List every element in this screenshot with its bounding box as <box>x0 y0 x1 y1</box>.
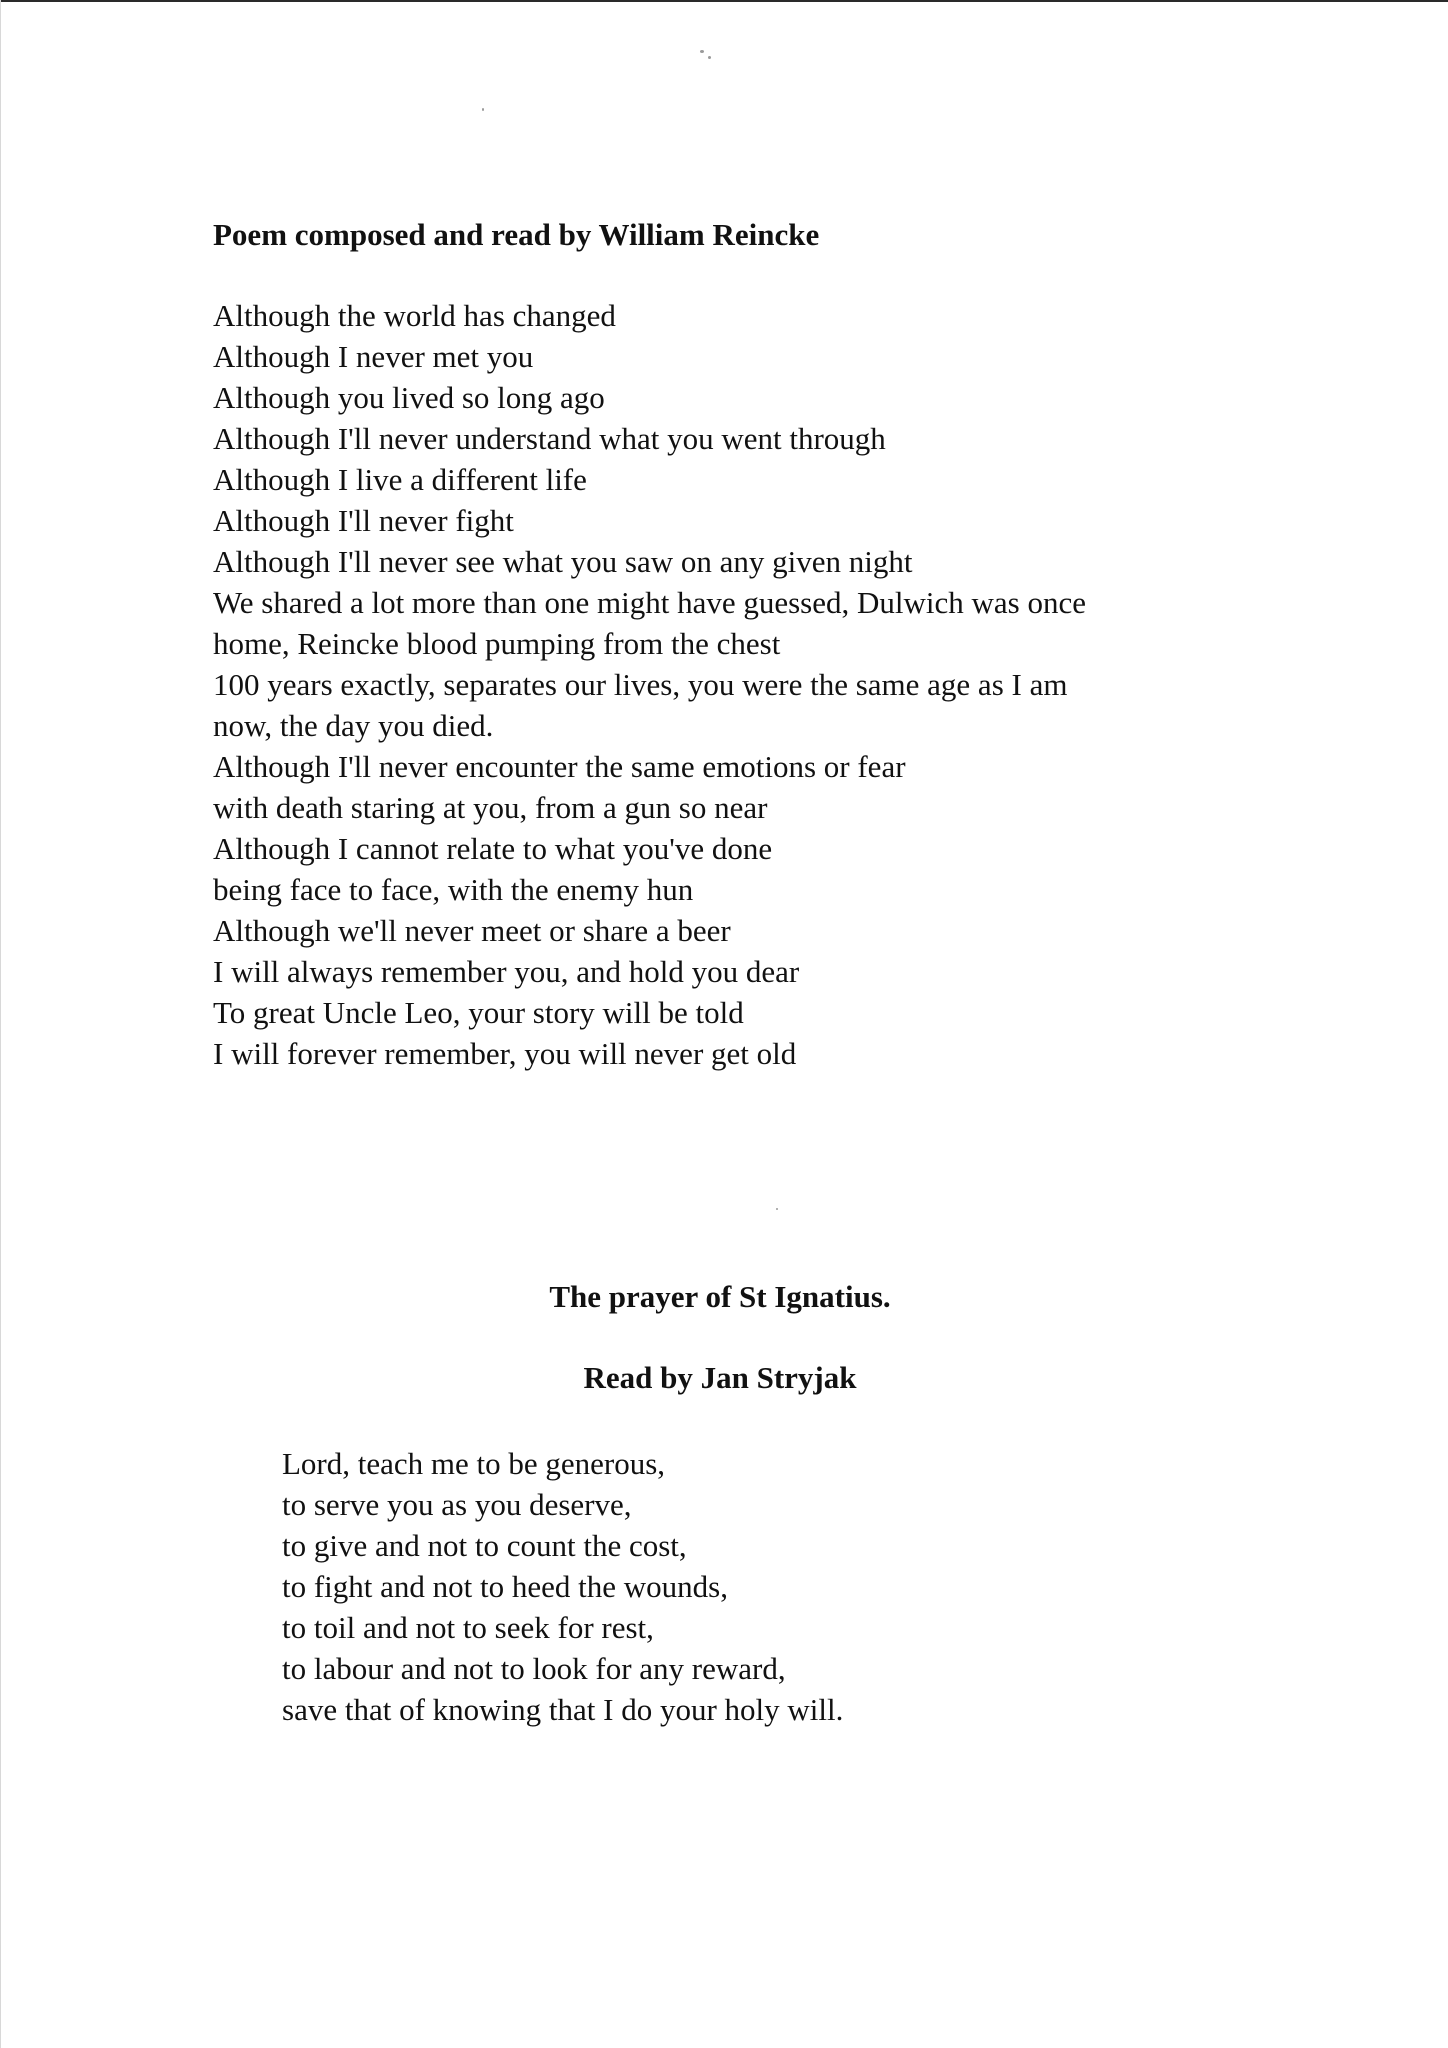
poem-line: Although we'll never meet or share a beer <box>213 913 731 948</box>
prayer-body <box>282 1443 1282 1730</box>
poem-line: We shared a lot more than one might have guessed, Dulwich was once <box>213 585 1086 620</box>
prayer-line: save that of knowing that I do your holy will. <box>282 1692 844 1727</box>
poem-line: Although I live a different life <box>213 462 587 497</box>
scan-border-left <box>0 0 1 2048</box>
poem-line: Although I'll never understand what you went through <box>213 421 886 456</box>
prayer-line: to labour and not to look for any reward, <box>282 1651 786 1686</box>
scan-speck <box>482 108 484 111</box>
scan-speck <box>708 56 711 59</box>
poem-line: now, the day you died. <box>213 708 494 743</box>
poem-line: Although you lived so long ago <box>213 380 605 415</box>
scan-speck <box>700 50 704 53</box>
prayer-line: to serve you as you deserve, <box>282 1487 632 1522</box>
poem-line: being face to face, with the enemy hun <box>213 872 694 907</box>
poem-line: I will forever remember, you will never get old <box>213 1036 797 1071</box>
prayer-title: The prayer of St Ignatius. <box>549 1279 891 1314</box>
poem-line: Although I'll never encounter the same emotions or fear <box>213 749 906 784</box>
poem-line: with death staring at you, from a gun so near <box>213 790 768 825</box>
poem-body <box>213 295 1253 1074</box>
prayer-line: Lord, teach me to be generous, <box>282 1446 666 1481</box>
poem-line: Although the world has changed <box>213 298 616 333</box>
poem-line: 100 years exactly, separates our lives, you were the same age as I am <box>213 667 1068 702</box>
prayer-line: to toil and not to seek for rest, <box>282 1610 654 1645</box>
poem-line: Although I'll never see what you saw on any given night <box>213 544 913 579</box>
scan-border-top <box>0 0 1448 2</box>
poem-line: Although I never met you <box>213 339 534 374</box>
poem-line: Although I cannot relate to what you've done <box>213 831 773 866</box>
prayer-reader: Read by Jan Stryjak <box>583 1360 857 1395</box>
poem-line: home, Reincke blood pumping from the chest <box>213 626 781 661</box>
poem-line: Although I'll never fight <box>213 503 514 538</box>
prayer-line: to fight and not to heed the wounds, <box>282 1569 728 1604</box>
prayer-line: to give and not to count the cost, <box>282 1528 687 1563</box>
poem-line: To great Uncle Leo, your story will be told <box>213 995 744 1030</box>
scan-speck <box>776 1208 778 1210</box>
poem-line: I will always remember you, and hold you dear <box>213 954 800 989</box>
poem-heading: Poem composed and read by William Reincke <box>213 217 820 252</box>
